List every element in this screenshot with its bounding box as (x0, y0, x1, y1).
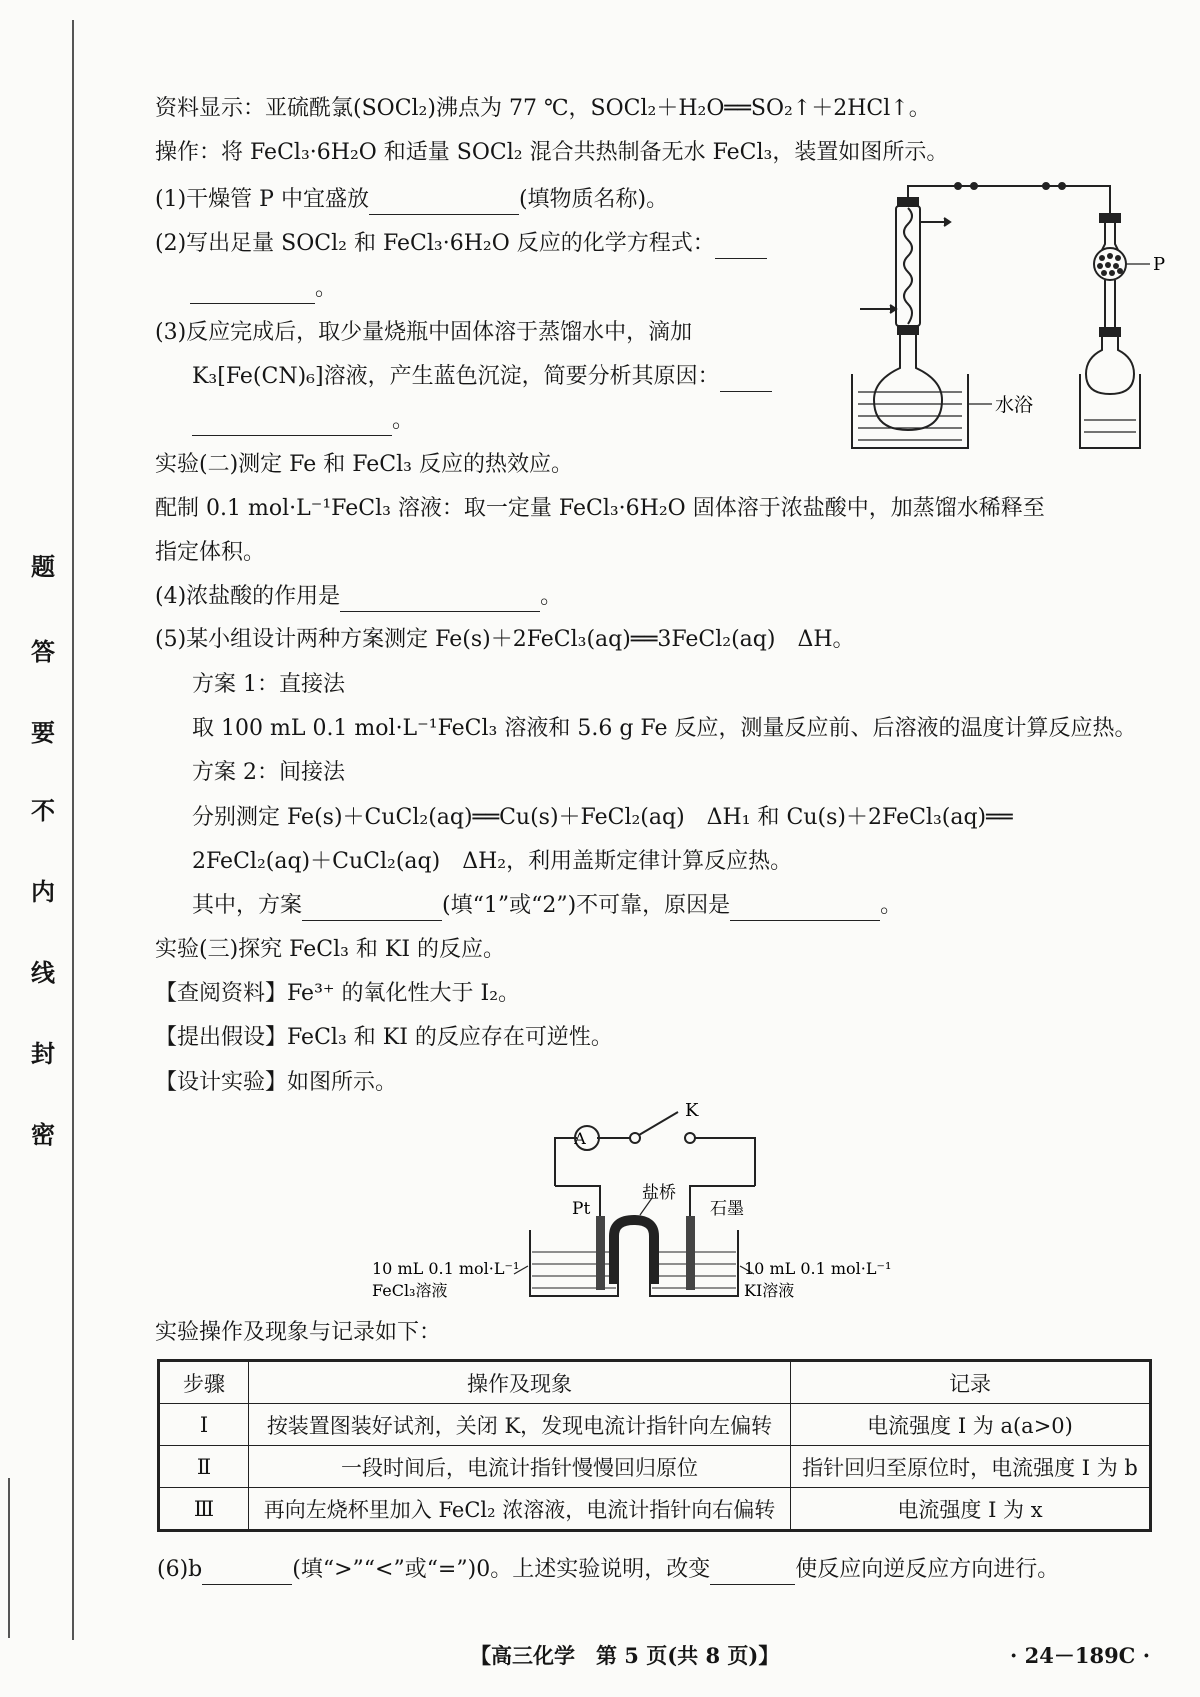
q5-tail: 。 (880, 893, 903, 918)
answer-blank[interactable] (710, 1560, 795, 1585)
connecting-tube (908, 186, 1110, 218)
stopper (898, 198, 918, 206)
tube-joint (971, 183, 977, 189)
question-5: (5)某小组设计两种方案测定 Fe(s)＋2FeCl₃(aq)══3FeCl₂(aq) ΔH。 (155, 627, 855, 652)
condenser-coil (904, 208, 912, 324)
label-left-solution: FeCl₃溶液 (372, 1281, 448, 1300)
cell-record: 电流强度 I 为 a(a>0) (791, 1404, 1151, 1446)
cell-record: 电流强度 I 为 x (791, 1488, 1151, 1531)
q3-text: K₃[Fe(CN)₆]溶液，产生蓝色沉淀，简要分析其原因： (192, 364, 720, 389)
cell-record: 指针回归至原位时，电流强度 I 为 b (791, 1446, 1151, 1488)
q2-text: (2)写出足量 SOCl₂ 和 FeCl₃·6H₂O 反应的化学方程式： (155, 231, 715, 256)
label-water-bath: 水浴 (995, 394, 1034, 416)
q6-mid: (填“>”“<”或“=”)0。上述实验说明，改变 (292, 1557, 711, 1582)
cell-step: Ⅲ (159, 1488, 249, 1531)
cell-svg (360, 1098, 920, 1318)
answer-blank[interactable] (730, 896, 880, 921)
pt-electrode (596, 1216, 605, 1290)
question-1 (155, 185, 668, 215)
question-3-line3 (192, 406, 414, 436)
answer-blank[interactable] (720, 367, 772, 392)
answer-blank[interactable] (340, 587, 540, 612)
salt-bridge (614, 1220, 654, 1284)
binding-char: 封 (31, 1039, 55, 1068)
answer-blank[interactable] (302, 896, 442, 921)
reference-line: 【查阅资料】Fe³⁺ 的氧化性大于 I₂。 (155, 981, 521, 1006)
header-operation: 操作及现象 (249, 1361, 791, 1404)
switch-terminal (685, 1133, 695, 1143)
answer-blank[interactable] (715, 234, 767, 259)
cell-operation: 一段时间后，电流计指针慢慢回归原位 (249, 1446, 791, 1488)
record-table (157, 1359, 1152, 1532)
answer-blank[interactable] (192, 411, 392, 436)
drying-tube-stem (1105, 280, 1115, 328)
tube-joint (955, 183, 961, 189)
experiment-2-title: 实验(二)测定 Fe 和 FeCl₃ 反应的热效应。 (155, 452, 573, 477)
stopper (1100, 328, 1120, 336)
binding-char: 不 (31, 796, 55, 825)
question-4 (155, 582, 562, 612)
label-ammeter: A (574, 1129, 586, 1148)
label-right-solution: KI溶液 (744, 1281, 795, 1300)
drying-agent (1097, 253, 1123, 276)
cell-step: Ⅰ (159, 1404, 249, 1446)
answer-blank[interactable] (369, 190, 519, 215)
switch-terminal (630, 1133, 640, 1143)
question-3: (3)反应完成后，取少量烧瓶中固体溶于蒸馏水中，滴加 (155, 320, 693, 345)
tube-joint (1059, 183, 1065, 189)
q1-tail: (填物质名称)。 (518, 187, 669, 212)
graphite-electrode (686, 1216, 695, 1290)
binding-char: 答 (31, 637, 55, 666)
paper-code: · 24－189C · (1010, 1643, 1151, 1668)
plan-1-title: 方案 1：直接法 (192, 672, 345, 697)
header-step: 步骤 (159, 1361, 249, 1404)
prep-line-1: 配制 0.1 mol·L⁻¹FeCl₃ 溶液：取一定量 FeCl₃·6H₂O 固体溶于浓盐酸中，加蒸馏水稀释至 (155, 496, 1045, 521)
label-salt-bridge: 盐桥 (642, 1183, 676, 1203)
tube-joint (1043, 183, 1049, 189)
q2-tail: 。 (315, 276, 338, 301)
stopper (898, 326, 918, 334)
table-header-row (159, 1361, 1151, 1404)
design-line: 【设计实验】如图所示。 (155, 1070, 398, 1095)
page-footer: 【高三化学 第 5 页(共 8 页)】 (470, 1643, 780, 1668)
q5-text: 其中，方案 (192, 893, 303, 918)
receiver-flask (1086, 336, 1134, 394)
q6-text: (6)b (157, 1557, 203, 1582)
q4-text: (4)浓盐酸的作用是 (155, 584, 341, 609)
cell-step: Ⅱ (159, 1446, 249, 1488)
answer-blank[interactable] (190, 279, 315, 304)
answer-blank[interactable] (202, 1560, 292, 1585)
binding-char: 题 (31, 552, 55, 581)
label-graphite: 石墨 (710, 1199, 744, 1219)
hypothesis-line: 【提出假设】FeCl₃ 和 KI 的反应存在可逆性。 (155, 1025, 613, 1050)
cell-operation: 再向左烧杯里加入 FeCl₂ 浓溶液，电流计指针向右偏转 (249, 1488, 791, 1531)
margin-line (72, 20, 74, 1640)
galvanic-cell-figure (360, 1098, 920, 1318)
label-p: P (1153, 254, 1166, 275)
apparatus-svg (850, 178, 1180, 468)
plan-2-desc-1: 分别测定 Fe(s)＋CuCl₂(aq)══Cu(s)＋FeCl₂(aq) ΔH₁ 和 Cu(s)＋2FeCl₃(aq)══ (192, 805, 1013, 830)
drying-tube-neck (1102, 222, 1118, 250)
plan-2-title: 方案 2：间接法 (192, 760, 345, 785)
info-line: 资料显示：亚硫酰氯(SOCl₂)沸点为 77 ℃，SOCl₂＋H₂O══SO₂↑＋2HCl↑。 (155, 96, 931, 121)
switch-lever (639, 1112, 678, 1135)
receiver-liquid (1084, 420, 1136, 432)
label-right-conc: 10 mL 0.1 mol·L⁻¹ (744, 1259, 892, 1278)
wire-left (555, 1138, 630, 1186)
label-switch: K (685, 1100, 699, 1121)
binding-char: 要 (31, 718, 55, 747)
binding-char: 内 (31, 877, 55, 906)
margin-line-short (8, 1478, 10, 1638)
plan-1-desc: 取 100 mL 0.1 mol·L⁻¹FeCl₃ 溶液和 5.6 g Fe 反应，测量反应前、后溶液的温度计算反应热。 (192, 716, 1137, 741)
header-record: 记录 (791, 1361, 1151, 1404)
plan-2-desc-2: 2FeCl₂(aq)＋CuCl₂(aq) ΔH₂，利用盖斯定律计算反应热。 (192, 849, 793, 874)
prep-line-2: 指定体积。 (155, 540, 266, 565)
binding-char: 线 (31, 958, 55, 987)
label-left-conc: 10 mL 0.1 mol·L⁻¹ (372, 1259, 520, 1278)
q1-text: (1)干燥管 P 中宜盛放 (155, 187, 369, 212)
question-2-cont (190, 274, 337, 304)
q6-tail: 使反应向逆反应方向进行。 (795, 1557, 1060, 1582)
q5-mid: (填“1”或“2”)不可靠，原因是 (442, 893, 731, 918)
table-row (159, 1446, 1151, 1488)
operation-line: 操作：将 FeCl₃·6H₂O 和适量 SOCl₂ 混合共热制备无水 FeCl₃，装置如图所示。 (155, 140, 949, 165)
table-row (159, 1488, 1151, 1531)
q3-tail: 。 (392, 408, 415, 433)
experiment-3-title: 实验(三)探究 FeCl₃ 和 KI 的反应。 (155, 937, 506, 962)
label-pt: Pt (572, 1199, 591, 1219)
question-5-answer (192, 891, 902, 921)
stopper (1100, 214, 1120, 222)
question-3-line2 (192, 362, 772, 392)
cell-operation: 按装置图装好试剂，关闭 K，发现电流计指针向左偏转 (249, 1404, 791, 1446)
q4-tail: 。 (540, 584, 563, 609)
table-row (159, 1404, 1151, 1446)
water-bath-beaker (852, 374, 968, 448)
binding-char: 密 (31, 1120, 55, 1149)
apparatus-figure (850, 178, 1180, 468)
question-2 (155, 229, 767, 259)
question-6 (157, 1555, 1059, 1585)
wire-right (695, 1138, 755, 1186)
record-intro: 实验操作及现象与记录如下： (155, 1320, 442, 1345)
